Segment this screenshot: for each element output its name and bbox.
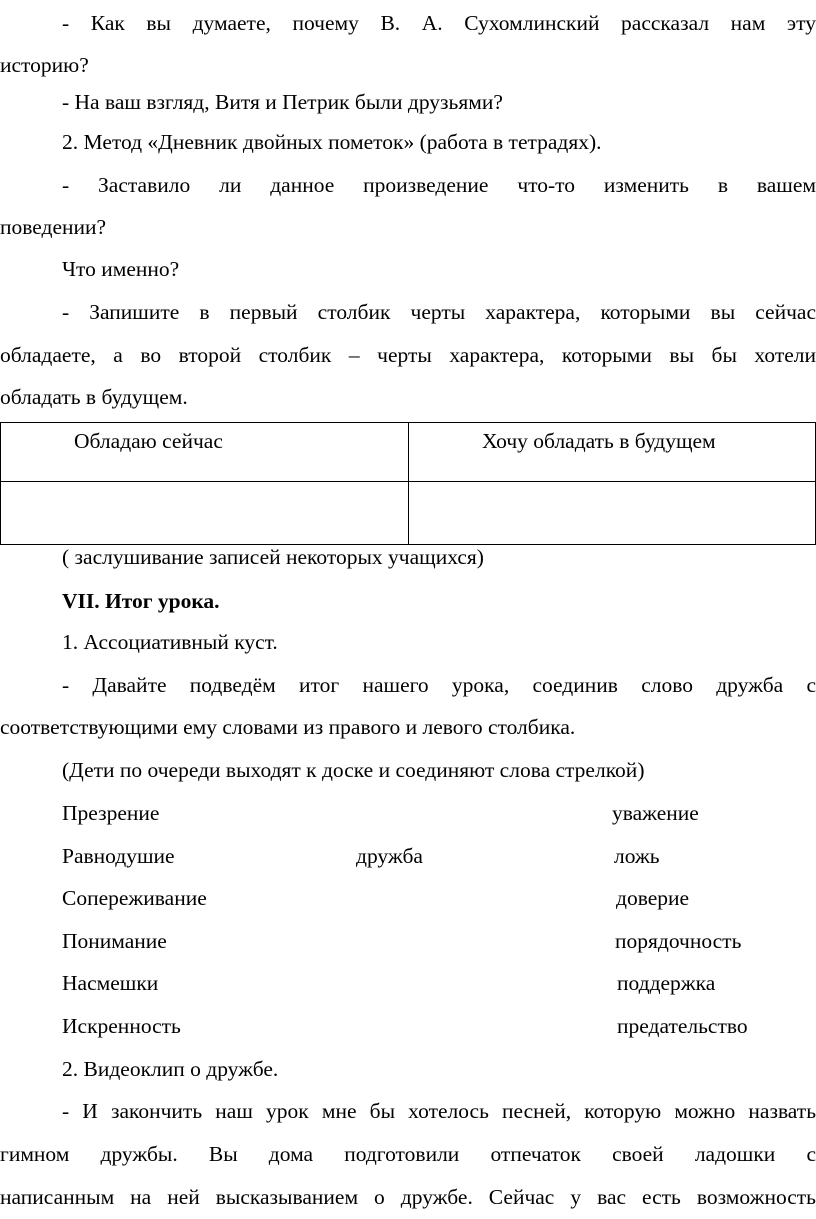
word-left: Насмешки xyxy=(62,971,159,995)
text-line: - Запишите в первый столбик черты характера, которыми вы сейчас xyxy=(62,300,816,324)
text-line: (Дети по очереди выходят к доске и соединяют слова стрелкой) xyxy=(62,758,645,782)
text-line: - Заставило ли данное произведение что-то изменить в вашем xyxy=(62,173,816,197)
text-line: историю? xyxy=(0,53,89,77)
word-left: Сопереживание xyxy=(62,886,207,910)
paragraph-line xyxy=(0,291,816,333)
word-left: Понимание xyxy=(62,929,167,953)
traits-table xyxy=(0,422,816,545)
word-left: Искренность xyxy=(62,1014,181,1038)
table-header-right: Хочу обладать в будущем xyxy=(482,429,716,453)
text-line: - Давайте подведём итог нашего урока, соединив слово дружба с xyxy=(62,673,816,697)
text-line: поведении? xyxy=(0,215,107,239)
text-line: - Как вы думаете, почему В. А. Сухомлинский рассказал нам эту xyxy=(62,11,816,35)
text-line: написанным на ней высказыванием о дружбе. Сейчас у вас есть возможность xyxy=(0,1185,816,1209)
paragraph-line xyxy=(0,664,816,706)
table-row xyxy=(1,423,816,482)
word-right: предательство xyxy=(617,1014,748,1038)
paragraph-line xyxy=(0,1133,816,1175)
text-line: - И закончить наш урок мне бы хотелось песней, которую можно назвать xyxy=(62,1099,816,1123)
paragraph-line xyxy=(0,1176,816,1218)
paragraph-line xyxy=(0,2,816,44)
text-line: обладаете, а во второй столбик – черты характера, которыми вы бы хотели xyxy=(0,343,816,367)
word-right: доверие xyxy=(616,886,690,910)
table-header-left: Обладаю сейчас xyxy=(74,429,223,453)
text-line: 1. Ассоциативный куст. xyxy=(62,630,278,654)
word-right: уважение xyxy=(612,801,699,825)
text-line: 2. Видеоклип о дружбе. xyxy=(62,1057,279,1081)
table-header-cell xyxy=(1,423,409,482)
text-line: соответствующими ему словами из правого и левого столбика. xyxy=(0,715,576,739)
word-left: Равнодушие xyxy=(62,844,175,868)
word-right: порядочность xyxy=(615,929,742,953)
paragraph-line xyxy=(0,164,816,206)
text-line: обладать в будущем. xyxy=(0,385,188,409)
word-right: ложь xyxy=(614,844,660,868)
text-line: - На ваш взгляд, Витя и Петрик были друзьями? xyxy=(62,90,503,114)
word-right: поддержка xyxy=(617,971,716,995)
paragraph-line xyxy=(0,334,816,376)
text-line: 2. Метод «Дневник двойных пометок» (работа в тетрадях). xyxy=(62,130,602,154)
section-heading: VII. Итог урока. xyxy=(62,589,220,613)
word-left: Презрение xyxy=(62,801,160,825)
text-line: Что именно? xyxy=(62,257,180,281)
word-center: дружба xyxy=(356,844,423,868)
text-line: гимном дружбы. Вы дома подготовили отпечаток своей ладошки с xyxy=(0,1142,816,1166)
paragraph-line xyxy=(0,1090,816,1132)
text-line: ( заслушивание записей некоторых учащихся) xyxy=(62,545,484,569)
table-header-cell xyxy=(409,423,816,482)
